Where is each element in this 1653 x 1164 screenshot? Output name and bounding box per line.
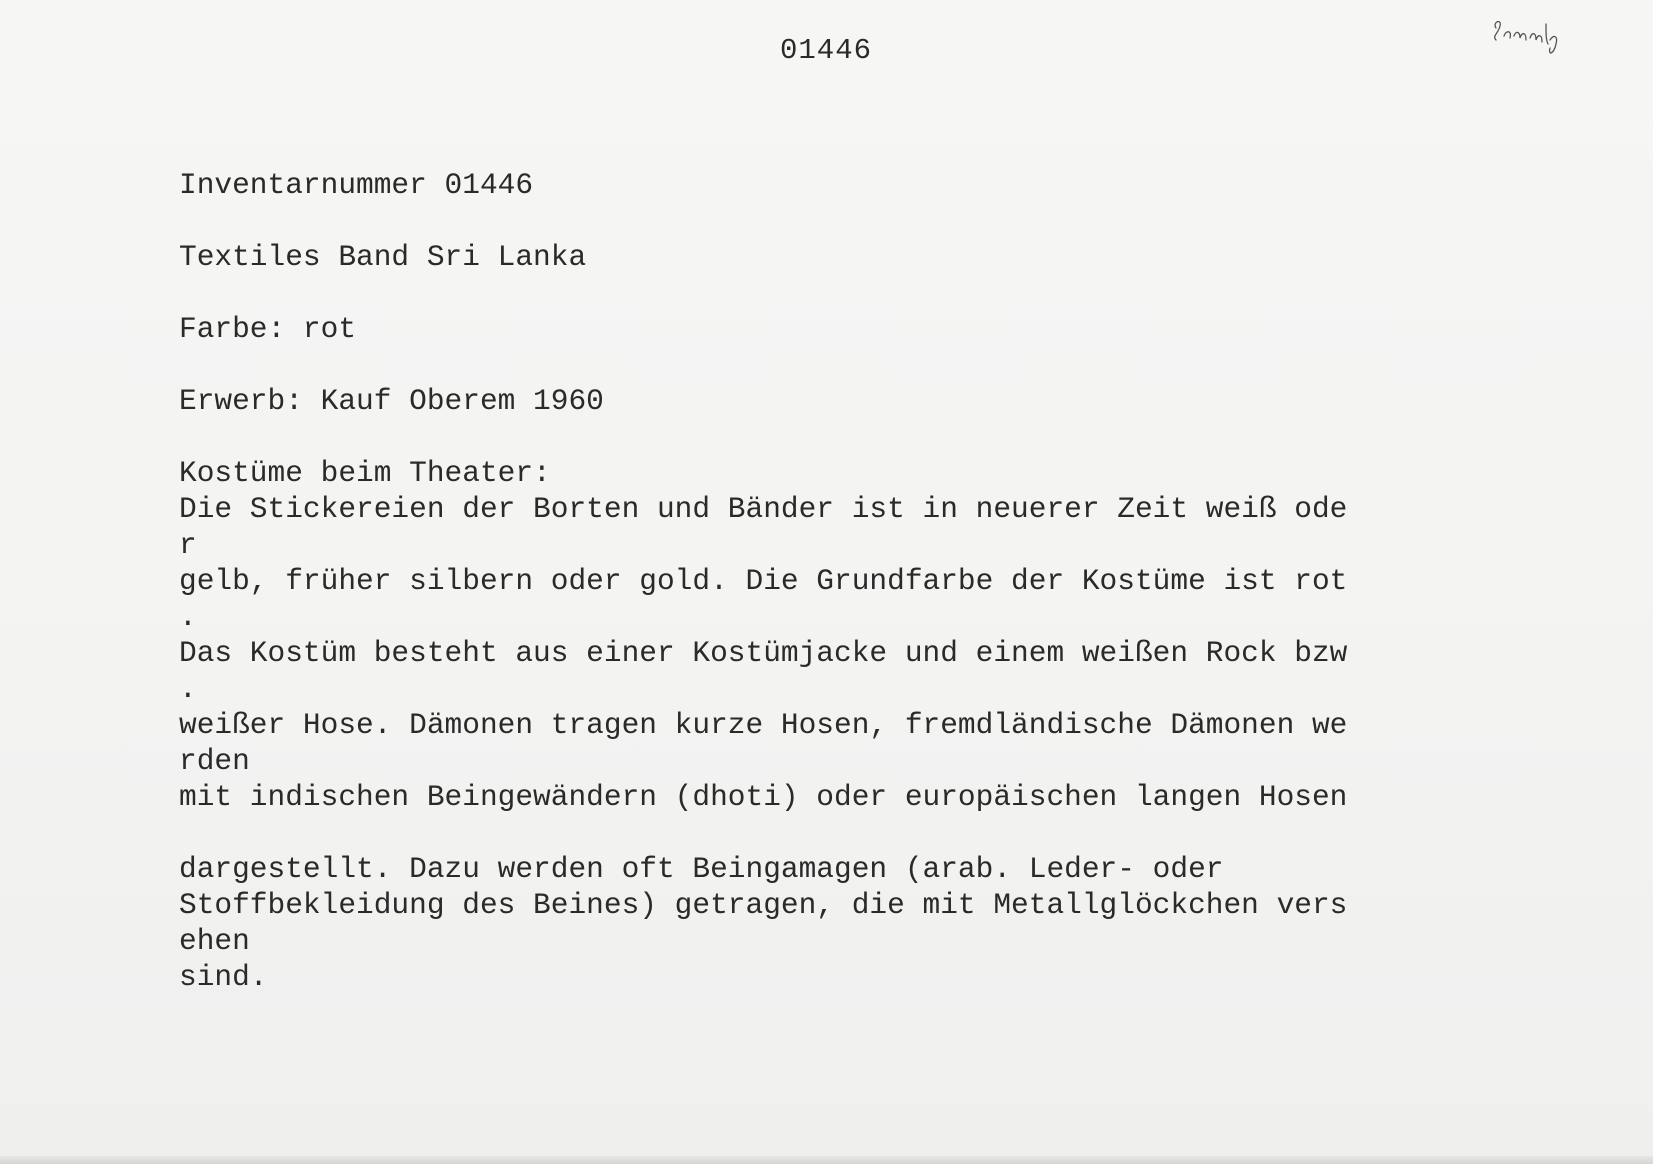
body-line: . <box>179 672 197 706</box>
body-line: gelb, früher silbern oder gold. Die Grundfarbe der Kostüme ist rot <box>179 564 1348 598</box>
body-line: Stoffbekleidung des Beines) getragen, die mit Metallglöckchen vers <box>179 888 1348 922</box>
acquisition-field: Erwerb: Kauf Oberem 1960 <box>179 384 604 418</box>
section-heading: Kostüme beim Theater: <box>179 456 551 490</box>
body-line: . <box>179 600 197 634</box>
body-line: Das Kostüm besteht aus einer Kostümjacke und einem weißen Rock bzw <box>179 636 1348 670</box>
card-bottom-edge <box>0 1156 1653 1164</box>
body-line: r <box>179 528 197 562</box>
object-title: Textiles Band Sri Lanka <box>179 240 587 274</box>
body-line: mit indischen Beingewändern (dhoti) oder europäischen langen Hosen <box>179 780 1348 814</box>
inventory-number: Inventarnummer 01446 <box>179 168 534 202</box>
body-line: weißer Hose. Dämonen tragen kurze Hosen, fremdländische Dämonen we <box>179 708 1348 742</box>
color-field: Farbe: rot <box>179 312 357 346</box>
body-line: sind. <box>179 960 268 994</box>
handwritten-signature <box>1490 14 1590 58</box>
body-line: dargestellt. Dazu werden oft Beingamagen (arab. Leder- oder <box>179 852 1224 886</box>
body-line: ehen <box>179 924 250 958</box>
body-line: Die Stickereien der Borten und Bänder ist in neuerer Zeit weiß ode <box>179 492 1348 526</box>
record-number-header: 01446 <box>780 34 873 67</box>
body-line: rden <box>179 744 250 778</box>
